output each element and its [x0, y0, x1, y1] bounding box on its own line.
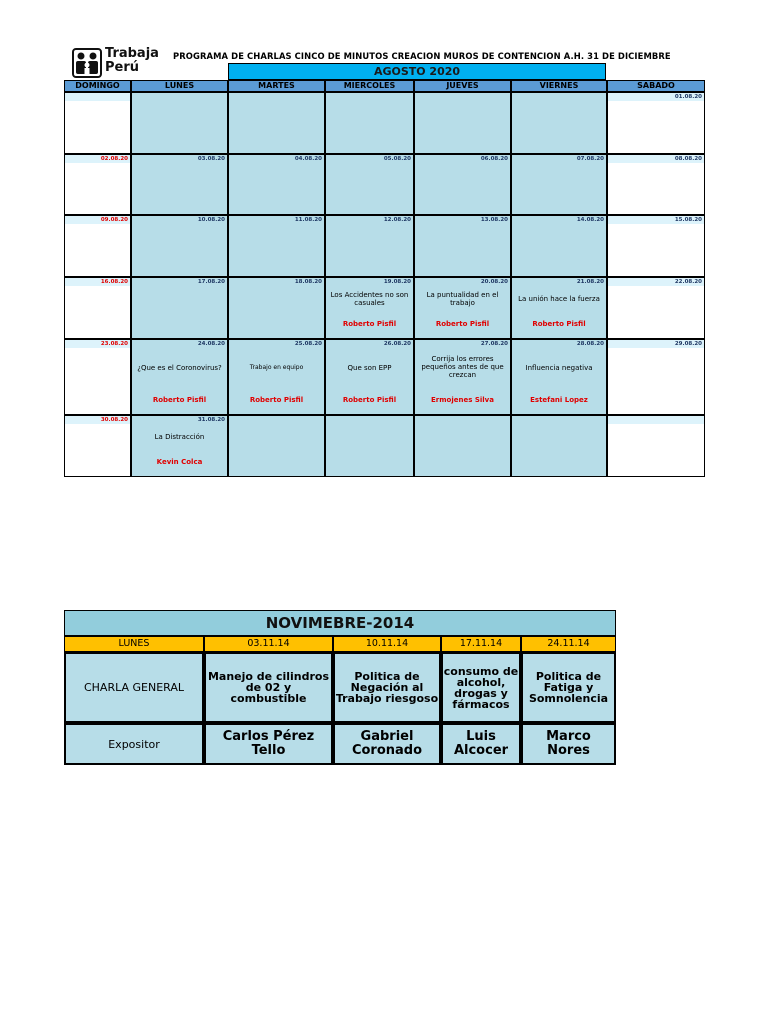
- charla-speaker: Roberto Pisfil: [342, 320, 397, 328]
- calendar-cell: [511, 415, 607, 477]
- calendar-cell: [325, 415, 414, 477]
- calendar-cell: [414, 339, 511, 415]
- calendar-cell: [607, 415, 705, 477]
- charla-topic: Politica de Fatiga y Somnolencia: [528, 670, 609, 705]
- cell-date: 06.08.20: [480, 156, 508, 162]
- logo-line-2: Perú: [105, 60, 140, 75]
- program-title: PROGRAMA DE CHARLAS CINCO DE MINUTOS CREACION MUROS DE CONTENCION A.H. 31 DE DICIEMBRE: [173, 51, 671, 61]
- calendar-cell: [228, 277, 325, 339]
- calendar-cell: [325, 154, 414, 215]
- charla-topic: Corrija los errores pequeños antes de que crezcan: [421, 355, 504, 379]
- calendar-cell: [414, 277, 511, 339]
- cell-date: 25.08.20: [294, 341, 322, 347]
- charla-topic: Manejo de cilindros de 02 y combustible: [207, 670, 330, 705]
- calendar-cell: [131, 277, 228, 339]
- calendar-cell: [131, 339, 228, 415]
- calendar-cell: [511, 215, 607, 277]
- day-header-miercoles: MIERCOLES: [325, 80, 414, 92]
- charla-speaker: Estefani Lopez: [530, 396, 588, 404]
- charla-topic: La puntualidad en el trabajo: [426, 291, 499, 307]
- charla-topic: La unión hace la fuerza: [518, 295, 600, 303]
- cell-date: 21.08.20: [576, 279, 604, 285]
- calendar-cell: [607, 154, 705, 215]
- calendar-cell: [228, 415, 325, 477]
- charla-topic: Que son EPP: [347, 364, 392, 372]
- cell-date: 24.08.20: [197, 341, 225, 347]
- cell-date: 02.08.20: [100, 156, 128, 162]
- charla-speaker: Ermojenes Silva: [431, 396, 494, 404]
- table2-date-header: 10.11.14: [333, 636, 441, 652]
- cell-date: 30.08.20: [100, 417, 128, 423]
- cell-date: 09.08.20: [100, 217, 128, 223]
- trabaja-peru-logo: [72, 46, 159, 79]
- date-strip: [608, 416, 704, 424]
- cell-date: 16.08.20: [100, 279, 128, 285]
- calendar-cell: [325, 339, 414, 415]
- row-label-charla: CHARLA GENERAL: [83, 681, 185, 694]
- cell-date: 23.08.20: [100, 341, 128, 347]
- table2-date-header: 03.11.14: [204, 636, 333, 652]
- expositor-name-cell: [333, 723, 441, 765]
- calendar-cell: [64, 415, 131, 477]
- calendar-cell: [607, 92, 705, 154]
- cell-date: 08.08.20: [674, 156, 702, 162]
- cell-date: 18.08.20: [294, 279, 322, 285]
- calendar-cell: [607, 339, 705, 415]
- charla-speaker: Roberto Pisfil: [152, 396, 207, 404]
- calendar-cell: [511, 277, 607, 339]
- cell-date: 10.08.20: [197, 217, 225, 223]
- charla-topic: Politica de Negación al Trabajo riesgoso: [335, 670, 439, 705]
- calendar-month: AGOSTO 2020: [228, 63, 606, 80]
- logo-people-icon: [72, 48, 102, 78]
- calendar-cell: [325, 215, 414, 277]
- calendar-cell: [228, 92, 325, 154]
- table2-title: NOVIMEBRE-2014: [64, 610, 616, 636]
- calendar-cell: [325, 277, 414, 339]
- charla-speaker: Roberto Pisfil: [342, 396, 397, 404]
- calendar-cell: [64, 92, 131, 154]
- cell-date: 20.08.20: [480, 279, 508, 285]
- expositor-name: Luis Alcocer: [453, 729, 509, 758]
- expositor-name-cell: [521, 723, 616, 765]
- cell-date: 03.08.20: [197, 156, 225, 162]
- day-header-sabado: SABADO: [607, 80, 705, 92]
- charla-speaker: Kevin Colca: [156, 458, 203, 466]
- calendar-cell: [607, 215, 705, 277]
- charla-speaker: Roberto Pisfil: [532, 320, 586, 328]
- day-header-jueves: JUEVES: [414, 80, 511, 92]
- calendar-cell: [131, 92, 228, 154]
- day-header-martes: MARTES: [228, 80, 325, 92]
- cell-date: 01.08.20: [674, 94, 702, 100]
- table2-date-header: 24.11.14: [521, 636, 616, 652]
- cell-date: 14.08.20: [576, 217, 604, 223]
- cell-date: 12.08.20: [383, 217, 411, 223]
- calendar-cell: [511, 154, 607, 215]
- cell-date: 17.08.20: [197, 279, 225, 285]
- charla-topic-cell: [204, 652, 333, 723]
- charla-topic: consumo de alcohol, drogas y fármacos: [443, 664, 519, 711]
- charla-topic: La Distracción: [154, 433, 205, 441]
- cell-date: 15.08.20: [674, 217, 702, 223]
- charla-topic-cell: [333, 652, 441, 723]
- calendar-cell: [511, 339, 607, 415]
- logo-line-1: Trabaja: [105, 46, 159, 61]
- table2-date-header: 17.11.14: [441, 636, 521, 652]
- charla-topic: Trabajo en equipo: [249, 364, 304, 371]
- calendar-cell: [64, 154, 131, 215]
- calendar-cell: [64, 277, 131, 339]
- charla-topic-cell: [521, 652, 616, 723]
- expositor-name: Gabriel Coronado: [351, 729, 423, 758]
- calendar-cell: [131, 215, 228, 277]
- cell-date: 19.08.20: [383, 279, 411, 285]
- cell-date: 13.08.20: [480, 217, 508, 223]
- calendar-cell: [228, 339, 325, 415]
- calendar-cell: [414, 154, 511, 215]
- expositor-name-cell: [441, 723, 521, 765]
- calendar-cell: [228, 215, 325, 277]
- row-label-expositor: Expositor: [108, 737, 160, 751]
- row-label-charla-cell: [64, 652, 204, 723]
- charla-topic: Influencia negativa: [525, 364, 593, 372]
- expositor-name: Marco Nores: [546, 729, 591, 758]
- day-header-viernes: VIERNES: [511, 80, 607, 92]
- calendar-cell: [414, 415, 511, 477]
- cell-date: 11.08.20: [294, 217, 322, 223]
- calendar-cell: [64, 339, 131, 415]
- day-header-domingo: DOMINGO: [64, 80, 131, 92]
- calendar-cell: [607, 277, 705, 339]
- cell-date: 27.08.20: [480, 341, 508, 347]
- cell-date: 04.08.20: [294, 156, 322, 162]
- charla-topic: ¿Que es el Coronovirus?: [137, 364, 222, 372]
- calendar-cell: [414, 215, 511, 277]
- charla-speaker: Roberto Pisfil: [249, 396, 304, 404]
- cell-date: 05.08.20: [383, 156, 411, 162]
- day-header-lunes: LUNES: [131, 80, 228, 92]
- table2-day-header: LUNES: [64, 636, 204, 652]
- date-strip: [65, 93, 130, 101]
- calendar-cell: [414, 92, 511, 154]
- charla-topic-cell: [441, 652, 521, 723]
- expositor-name-cell: [204, 723, 333, 765]
- cell-date: 22.08.20: [674, 279, 702, 285]
- cell-date: 07.08.20: [576, 156, 604, 162]
- cell-date: 28.08.20: [576, 341, 604, 347]
- charla-speaker: Roberto Pisfil: [435, 320, 490, 328]
- cell-date: 26.08.20: [383, 341, 411, 347]
- cell-date: 31.08.20: [197, 417, 225, 423]
- calendar-cell: [64, 215, 131, 277]
- calendar-cell: [325, 92, 414, 154]
- calendar-cell: [131, 154, 228, 215]
- charla-topic: Los Accidentes no son casuales: [330, 291, 409, 307]
- calendar-cell: [511, 92, 607, 154]
- cell-date: 29.08.20: [674, 341, 702, 347]
- calendar-cell: [228, 154, 325, 215]
- row-label-expositor-cell: [64, 723, 204, 765]
- expositor-name: Carlos Pérez Tello: [222, 729, 315, 758]
- calendar-cell: [131, 415, 228, 477]
